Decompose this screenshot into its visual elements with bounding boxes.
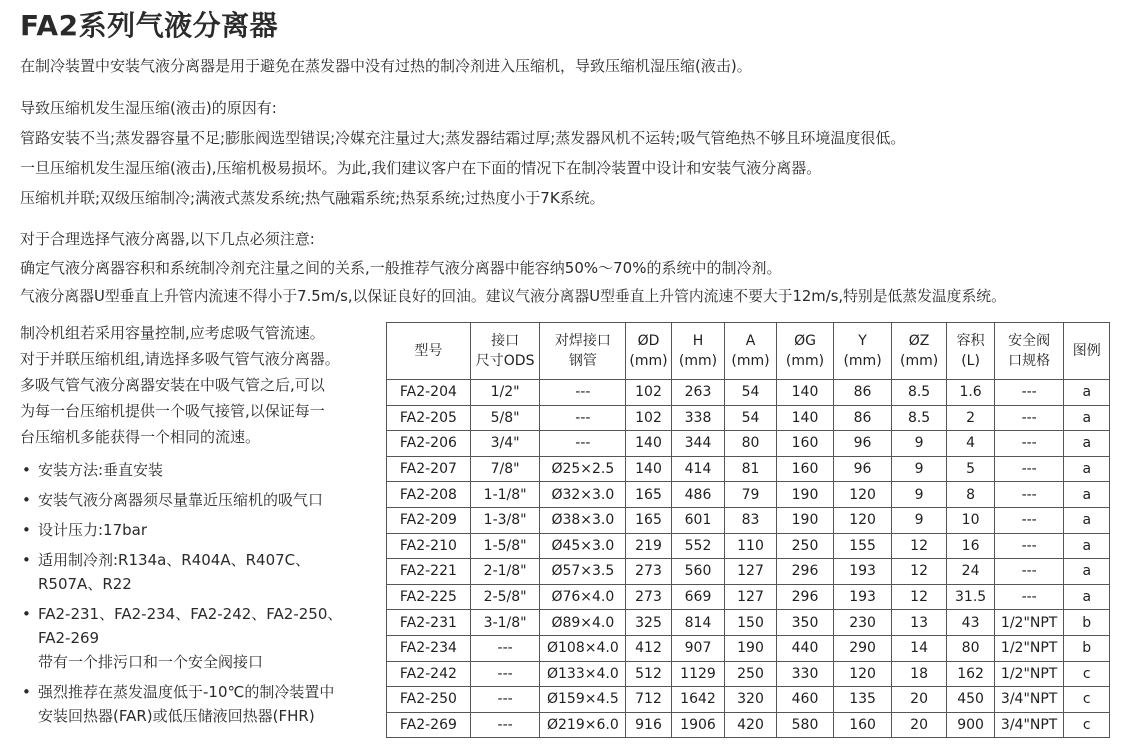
table-cell: 1642 (671, 687, 725, 713)
bullet-item (20, 458, 372, 482)
table-cell: 3/4" (470, 431, 540, 457)
table-cell: 140 (626, 431, 671, 457)
table-cell: 86 (834, 405, 892, 431)
table-cell: 712 (626, 687, 671, 713)
table-cell: 140 (626, 456, 671, 482)
table-cell: c (1064, 661, 1110, 687)
table-cell: --- (540, 405, 626, 431)
table-cell: 54 (725, 405, 776, 431)
table-cell: 80 (947, 635, 994, 661)
table-cell: 9 (891, 482, 947, 508)
table-cell: 344 (671, 431, 725, 457)
table-cell: 440 (776, 635, 834, 661)
table-cell: 296 (776, 584, 834, 610)
table-cell: 135 (834, 687, 892, 713)
column-header-text: (mm) (678, 353, 718, 369)
table-cell: FA2-242 (387, 661, 471, 687)
column-header-text: 尺寸ODS (475, 353, 535, 369)
table-cell: 3-1/8" (470, 610, 540, 636)
bullet-item (20, 488, 372, 512)
table-cell: 12 (891, 533, 947, 559)
table-cell: 81 (725, 456, 776, 482)
table-cell: 1-5/8" (470, 533, 540, 559)
spec-table (386, 322, 1110, 738)
table-cell: 3/4"NPT (994, 687, 1064, 713)
left-paragraph-line: 为每一台压缩机提供一个吸气接管,以保证每一 (20, 402, 325, 420)
table-cell: 2-5/8" (470, 584, 540, 610)
column-header (994, 323, 1064, 380)
table-row (387, 661, 1110, 687)
table-cell: FA2-205 (387, 405, 471, 431)
bullet-text: 安装气液分离器须尽量靠近压缩机的吸气口 (38, 491, 324, 509)
table-cell: 160 (834, 712, 892, 738)
left-paragraph-line: 多吸气管气液分离器安装在中吸气管之后,可以 (20, 376, 325, 394)
table-cell: 160 (776, 456, 834, 482)
column-header (1064, 323, 1110, 380)
table-cell: a (1064, 482, 1110, 508)
table-cell: Ø38×3.0 (540, 507, 626, 533)
table-cell: a (1064, 380, 1110, 406)
bullet-text: 安装回热器(FAR)或低压储液回热器(FHR) (38, 707, 315, 725)
column-header-text: (mm) (629, 353, 668, 369)
table-cell: 1/2"NPT (994, 661, 1064, 687)
table-cell: 43 (947, 610, 994, 636)
bullet-icon: • (22, 461, 31, 479)
column-header (626, 323, 671, 380)
column-header-text: 容积 (956, 333, 985, 349)
table-cell: 150 (725, 610, 776, 636)
table-cell: 9 (891, 431, 947, 457)
table-cell: 127 (725, 559, 776, 585)
table-cell: Ø25×2.5 (540, 456, 626, 482)
table-cell: 120 (834, 482, 892, 508)
column-header (387, 323, 471, 380)
page-title: FA2系列气液分离器 (20, 9, 279, 42)
column-header-text: 接口 (491, 333, 520, 349)
table-cell: --- (470, 635, 540, 661)
table-row (387, 712, 1110, 738)
table-cell: Ø159×4.5 (540, 687, 626, 713)
table-cell: 2 (947, 405, 994, 431)
table-cell: 20 (891, 687, 947, 713)
table-cell: 338 (671, 405, 725, 431)
table-cell: Ø57×3.5 (540, 559, 626, 585)
table-cell: 24 (947, 559, 994, 585)
table-cell: FA2-269 (387, 712, 471, 738)
table-cell: a (1064, 533, 1110, 559)
table-cell: --- (470, 661, 540, 687)
table-header-row (387, 323, 1110, 380)
table-row (387, 380, 1110, 406)
table-row (387, 635, 1110, 661)
table-cell: 120 (834, 661, 892, 687)
table-row (387, 405, 1110, 431)
table-cell: 102 (626, 380, 671, 406)
table-cell: 552 (671, 533, 725, 559)
table-cell: FA2-209 (387, 507, 471, 533)
table-cell: 193 (834, 559, 892, 585)
table-cell: 900 (947, 712, 994, 738)
table-cell: --- (994, 456, 1064, 482)
table-cell: a (1064, 456, 1110, 482)
table-row (387, 431, 1110, 457)
bullet-icon: • (22, 683, 31, 701)
table-cell: 907 (671, 635, 725, 661)
table-cell: 814 (671, 610, 725, 636)
column-header-text: ØZ (908, 333, 930, 349)
table-cell: 916 (626, 712, 671, 738)
table-cell: FA2-208 (387, 482, 471, 508)
bullet-item (20, 680, 372, 728)
table-cell: 13 (891, 610, 947, 636)
column-header (834, 323, 892, 380)
table-cell: 79 (725, 482, 776, 508)
left-paragraph-line: 制冷机组若采用容量控制,应考虑吸气管流速。 (20, 324, 325, 342)
feature-bullets (20, 458, 372, 734)
table-cell: Ø89×4.0 (540, 610, 626, 636)
table-cell: 96 (834, 431, 892, 457)
table-body (387, 380, 1110, 738)
table-cell: FA2-221 (387, 559, 471, 585)
bullet-text: 强烈推荐在蒸发温度低于-10℃的制冷装置中 (38, 683, 335, 701)
column-header-text: 对焊接口 (554, 333, 611, 349)
table-cell: 162 (947, 661, 994, 687)
table-cell: 16 (947, 533, 994, 559)
table-cell: c (1064, 687, 1110, 713)
table-cell: 2-1/8" (470, 559, 540, 585)
column-header-text: 型号 (414, 343, 443, 359)
table-cell: 273 (626, 584, 671, 610)
table-row (387, 584, 1110, 610)
column-header (947, 323, 994, 380)
table-cell: Ø76×4.0 (540, 584, 626, 610)
bullet-icon: • (22, 605, 31, 623)
column-header-text: (mm) (843, 353, 882, 369)
left-paragraph-line: 对于并联压缩机组,请选择多吸气管气液分离器。 (20, 350, 340, 368)
bullet-text: FA2-231、FA2-234、FA2-242、FA2-250、FA2-269 (38, 605, 343, 647)
table-cell: 1-3/8" (470, 507, 540, 533)
table-cell: 350 (776, 610, 834, 636)
column-header-text: (L) (961, 353, 980, 369)
column-header (891, 323, 947, 380)
column-header (540, 323, 626, 380)
table-cell: 5/8" (470, 405, 540, 431)
bullet-item (20, 548, 372, 596)
table-cell: b (1064, 610, 1110, 636)
selection-point-2: 气液分离器U型垂直上升管内流速不得小于7.5m/s,以保证良好的回油。建议气液分离器U型垂直上升管内流速不要大于12m/s,特别是低蒸发温度系统。 (20, 288, 1006, 305)
table-cell: Ø108×4.0 (540, 635, 626, 661)
table-cell: 5 (947, 456, 994, 482)
table-cell: --- (994, 533, 1064, 559)
bullet-text: 适用制冷剂:R134a、R404A、R407C、R507A、R22 (38, 551, 311, 593)
bullet-text: 带有一个排污口和一个安全阀接口 (38, 653, 264, 671)
column-header-text: ØD (637, 333, 660, 349)
table-cell: 193 (834, 584, 892, 610)
table-cell: 83 (725, 507, 776, 533)
table-cell: 31.5 (947, 584, 994, 610)
table-cell: 127 (725, 584, 776, 610)
column-header (470, 323, 540, 380)
column-header-text: 安全阀 (1008, 333, 1051, 349)
causes-heading: 导致压缩机发生湿压缩(液击)的原因有: (20, 99, 277, 117)
table-cell: 580 (776, 712, 834, 738)
table-cell: FA2-207 (387, 456, 471, 482)
table-cell: 8 (947, 482, 994, 508)
table-cell: 3/4"NPT (994, 712, 1064, 738)
bullet-item (20, 518, 372, 542)
table-cell: 1/2" (470, 380, 540, 406)
table-cell: 1906 (671, 712, 725, 738)
column-header-text: H (692, 333, 704, 349)
table-cell: 8.5 (891, 405, 947, 431)
column-header-text: 图例 (1072, 343, 1101, 359)
table-cell: FA2-231 (387, 610, 471, 636)
table-cell: --- (994, 559, 1064, 585)
table-row (387, 482, 1110, 508)
table-cell: 1-1/8" (470, 482, 540, 508)
column-header-text: Y (858, 333, 867, 349)
column-header-text: 钢管 (568, 353, 597, 369)
table-cell: Ø133×4.0 (540, 661, 626, 687)
table-cell: --- (994, 584, 1064, 610)
table-cell: 601 (671, 507, 725, 533)
table-cell: 8.5 (891, 380, 947, 406)
table-cell: 250 (725, 661, 776, 687)
table-cell: --- (470, 712, 540, 738)
table-cell: 14 (891, 635, 947, 661)
table-cell: 190 (776, 482, 834, 508)
table-cell: 120 (834, 507, 892, 533)
table-cell: 20 (891, 712, 947, 738)
bullet-icon: • (22, 491, 31, 509)
table-cell: c (1064, 712, 1110, 738)
table-cell: 290 (834, 635, 892, 661)
table-cell: 296 (776, 559, 834, 585)
bullet-text: 安装方法:垂直安装 (38, 461, 164, 479)
table-cell: 190 (725, 635, 776, 661)
table-cell: 1129 (671, 661, 725, 687)
table-cell: --- (540, 380, 626, 406)
table-cell: 102 (626, 405, 671, 431)
bullet-text: 设计压力:17bar (38, 521, 148, 539)
table-cell: 1/2"NPT (994, 610, 1064, 636)
recommend-text: 一旦压缩机发生湿压缩(液击),压缩机极易损坏。为此,我们建议客户在下面的情况下在制冷装置中设计和安装气液分离器。 (20, 159, 822, 177)
column-header-text: 口规格 (1008, 353, 1051, 369)
table-cell: 165 (626, 507, 671, 533)
column-header-text: A (745, 333, 756, 349)
table-cell: 560 (671, 559, 725, 585)
intro-text: 在制冷装置中安装气液分离器是用于避免在蒸发器中没有过热的制冷剂进入压缩机，导致压缩机湿压缩(液击)。 (20, 57, 752, 75)
table-cell: 7/8" (470, 456, 540, 482)
table-cell: 273 (626, 559, 671, 585)
table-cell: 460 (776, 687, 834, 713)
table-cell: 450 (947, 687, 994, 713)
table-cell: --- (994, 405, 1064, 431)
table-cell: 190 (776, 507, 834, 533)
table-cell: Ø45×3.0 (540, 533, 626, 559)
column-header-text: (mm) (731, 353, 770, 369)
table-cell: b (1064, 635, 1110, 661)
left-paragraph-line: 台压缩机多能获得一个相同的流速。 (20, 428, 261, 446)
selection-heading: 对于合理选择气液分离器,以下几点必须注意: (20, 230, 315, 248)
table-cell: FA2-210 (387, 533, 471, 559)
table-cell: 140 (776, 380, 834, 406)
table-cell: --- (994, 507, 1064, 533)
table-cell: 12 (891, 584, 947, 610)
table-cell: 80 (725, 431, 776, 457)
column-header (776, 323, 834, 380)
column-header (725, 323, 776, 380)
table-cell: 10 (947, 507, 994, 533)
table-cell: --- (540, 431, 626, 457)
table-cell: FA2-234 (387, 635, 471, 661)
table-cell: 140 (776, 405, 834, 431)
selection-point-1: 确定气液分离器容积和系统制冷剂充注量之间的关系,一般推荐气液分离器中能容纳50%～70%的系统中的制冷剂。 (20, 259, 782, 277)
table-cell: Ø32×3.0 (540, 482, 626, 508)
column-header (671, 323, 725, 380)
table-cell: 230 (834, 610, 892, 636)
table-cell: 18 (891, 661, 947, 687)
table-cell: 4 (947, 431, 994, 457)
table-row (387, 456, 1110, 482)
table-row (387, 687, 1110, 713)
column-header-text: ØG (794, 333, 816, 349)
table-cell: FA2-204 (387, 380, 471, 406)
bullet-icon: • (22, 521, 31, 539)
table-cell: 9 (891, 456, 947, 482)
table-cell: FA2-225 (387, 584, 471, 610)
table-cell: 1/2"NPT (994, 635, 1064, 661)
causes-list: 管路安装不当;蒸发器容量不足;膨胀阀选型错误;冷媒充注量过大;蒸发器结霜过厚;蒸发器风机不运转;吸气管绝热不够且环境温度很低。 (20, 129, 906, 147)
table-cell: 1.6 (947, 380, 994, 406)
systems-list: 压缩机并联;双级压缩制冷;满液式蒸发系统;热气融霜系统;热泵系统;过热度小于7K系统。 (20, 189, 605, 207)
table-cell: 54 (725, 380, 776, 406)
table-cell: 12 (891, 559, 947, 585)
table-cell: a (1064, 507, 1110, 533)
table-cell: FA2-250 (387, 687, 471, 713)
table-cell: 9 (891, 507, 947, 533)
left-paragraph (20, 320, 372, 450)
bullet-icon: • (22, 551, 31, 569)
table-cell: Ø219×6.0 (540, 712, 626, 738)
table-cell: --- (994, 431, 1064, 457)
table-cell: 320 (725, 687, 776, 713)
table-cell: 86 (834, 380, 892, 406)
table-cell: 412 (626, 635, 671, 661)
table-cell: 165 (626, 482, 671, 508)
table-cell: 250 (776, 533, 834, 559)
table-cell: 160 (776, 431, 834, 457)
table-cell: 512 (626, 661, 671, 687)
table-cell: 669 (671, 584, 725, 610)
bullet-item (20, 602, 372, 674)
table-cell: 325 (626, 610, 671, 636)
table-row (387, 559, 1110, 585)
table-cell: a (1064, 405, 1110, 431)
table-cell: 263 (671, 380, 725, 406)
column-header-text: (mm) (785, 353, 825, 369)
table-row (387, 610, 1110, 636)
table-cell: 155 (834, 533, 892, 559)
table-cell: --- (994, 482, 1064, 508)
column-header-text: (mm) (899, 353, 939, 369)
table-row (387, 533, 1110, 559)
table-cell: 330 (776, 661, 834, 687)
table-cell: 110 (725, 533, 776, 559)
table-cell: FA2-206 (387, 431, 471, 457)
table-cell: a (1064, 559, 1110, 585)
table-cell: --- (994, 380, 1064, 406)
table-cell: 414 (671, 456, 725, 482)
table-cell: 96 (834, 456, 892, 482)
table-cell: 420 (725, 712, 776, 738)
table-cell: 486 (671, 482, 725, 508)
table-cell: --- (470, 687, 540, 713)
table-row (387, 507, 1110, 533)
table-cell: a (1064, 431, 1110, 457)
table-cell: 219 (626, 533, 671, 559)
table-cell: a (1064, 584, 1110, 610)
